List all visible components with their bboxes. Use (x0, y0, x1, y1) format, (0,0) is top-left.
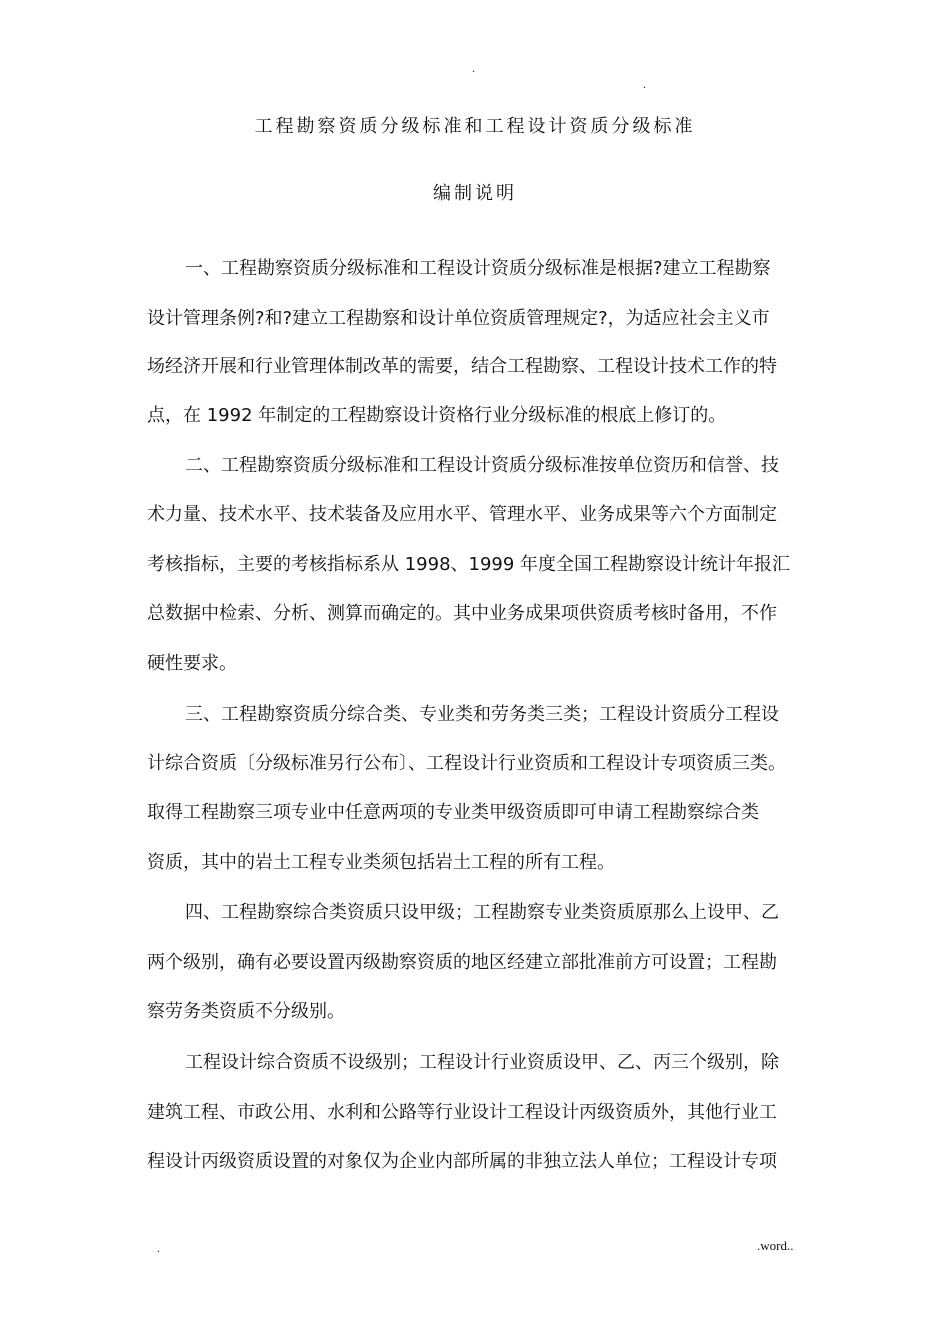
paragraph-line: 取得工程勘察三项专业中任意两项的专业类甲级资质即可申请工程勘察综合类 (147, 802, 759, 823)
footer-dot: . (157, 1241, 160, 1255)
paragraph-line: 程设计丙级资质设置的对象仅为企业内部所属的非独立法人单位；工程设计专项 (147, 1151, 777, 1172)
paragraph-line: 资质，其中的岩土工程专业类须包括岩土工程的所有工程。 (147, 852, 615, 873)
document-subtitle: 编制说明 (433, 183, 517, 204)
header-dot-left: . (472, 61, 475, 75)
paragraph-line: 硬性要求。 (147, 653, 237, 674)
paragraph-line: 点，在 1992 年制定的工程勘察设计资格行业分级标准的根底上修订的。 (147, 405, 727, 426)
paragraph-line: 四、工程勘察综合类资质只设甲级；工程勘察专业类资质原那么上设甲、乙 (185, 902, 779, 923)
paragraph-line: 场经济开展和行业管理体制改革的需要，结合工程勘察、工程设计技术工作的特 (147, 356, 777, 377)
paragraph-line: 二、工程勘察资质分级标准和工程设计资质分级标准按单位资历和信誉、技 (185, 455, 779, 476)
paragraph-line: 一、工程勘察资质分级标准和工程设计资质分级标准是根据?建立工程勘察 (185, 258, 771, 279)
paragraph-line: 设计管理条例?和?建立工程勘察和设计单位资质管理规定?，为适应社会主义市 (147, 308, 770, 329)
footer-word-mark: .word.. (757, 1238, 794, 1253)
paragraph-line: 两个级别，确有必要设置丙级勘察资质的地区经建立部批准前方可设置；工程勘 (147, 952, 777, 973)
paragraph-line: 术力量、技术水平、技术装备及应用水平、管理水平、业务成果等六个方面制定 (147, 504, 777, 525)
paragraph-line: 三、工程勘察资质分综合类、专业类和劳务类三类；工程设计资质分工程设 (185, 704, 779, 725)
paragraph-line: 考核指标，主要的考核指标系从 1998、1999 年度全国工程勘察设计统计年报汇 (147, 554, 791, 575)
paragraph-line: 计综合资质〔分级标准另行公布〕、工程设计行业资质和工程设计专项资质三类。 (147, 753, 786, 774)
document-title: 工程勘察资质分级标准和工程设计资质分级标准 (254, 116, 696, 137)
paragraph-line: 工程设计综合资质不设级别；工程设计行业资质设甲、乙、丙三个级别，除 (185, 1052, 779, 1073)
paragraph-line: 总数据中检索、分析、测算而确定的。其中业务成果项供资质考核时备用，不作 (147, 603, 777, 624)
paragraph-line: 察劳务类资质不分级别。 (147, 1001, 345, 1022)
header-dot-right: . (643, 77, 646, 91)
paragraph-line: 建筑工程、市政公用、水利和公路等行业设计工程设计丙级资质外，其他行业工 (147, 1102, 777, 1123)
